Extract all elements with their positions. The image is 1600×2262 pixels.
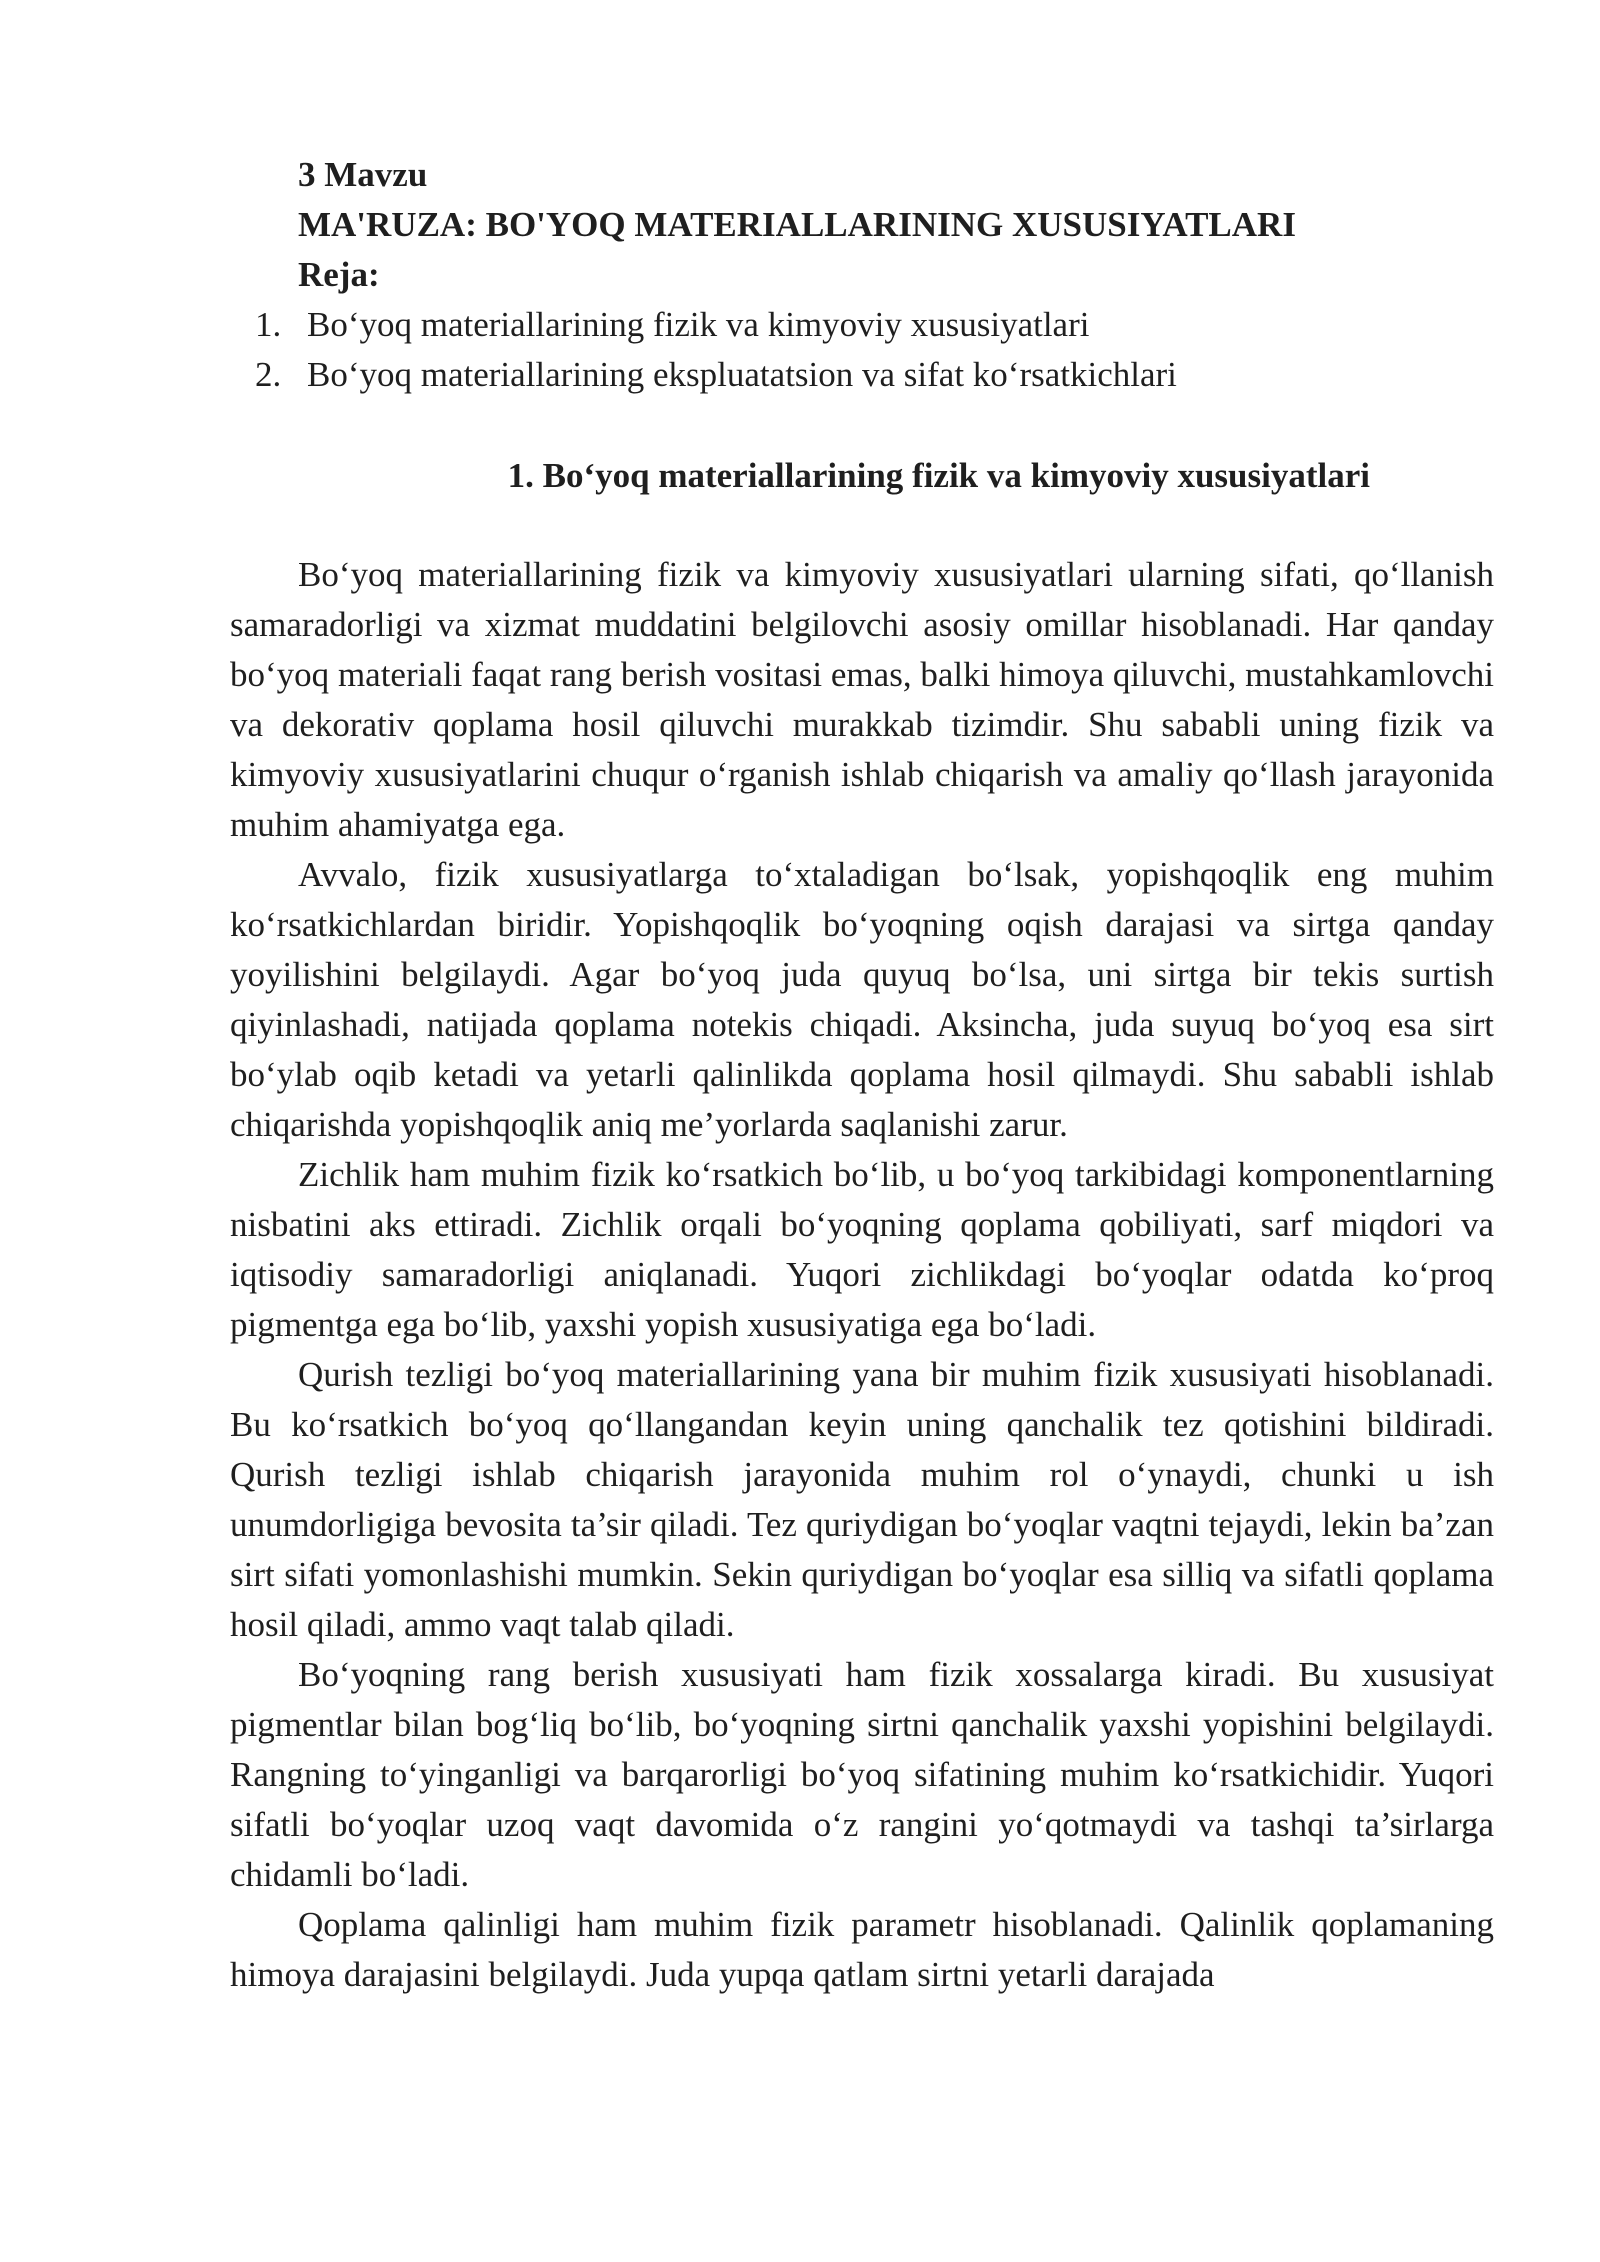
paragraph: Bo‘yoq materiallarining fizik va kimyoviy xususiyatlari ularning sifati, qo‘llanish samaradorligi va xizmat muddatini belgilovchi asosiy omillar hisoblanadi. Har qanday bo‘yoq materiali faqat rang berish vositasi emas, balki himoya qiluvchi, mustahkamlovchi va dekorativ qoplama hosil qiluvchi murakkab tizimdir. Shu sababli uning fizik va kimyoviy xususiyatlarini chuqur o‘rganish ishlab chiqarish va amaliy qo‘llash jarayonida muhim ahamiyatga ega. xyxy=(230,555,1494,844)
plan-list xyxy=(255,300,1505,400)
lecture-header xyxy=(298,150,1498,300)
paragraph: Qurish tezligi bo‘yoq materiallarining yana bir muhim fizik xususiyati hisoblanadi. Bu ko‘rsatkich bo‘yoq qo‘llangandan keyin uning qanchalik tez qotishini bildiradi. Qurish tezligi ishlab chiqarish jarayonida muhim rol o‘ynaydi, chunki u ish unumdorligiga bevosita ta’sir qiladi. Tez quriydigan bo‘yoqlar vaqtni tejaydi, lekin ba’zan sirt sifati yomonlashishi mumkin. Sekin quriydigan bo‘yoqlar esa silliq va sifatli qoplama hosil qiladi, ammo vaqt talab qiladi. xyxy=(230,1355,1494,1644)
plan-item-text: Bo‘yoq materiallarining ekspluatatsion va sifat ko‘rsatkichlari xyxy=(307,355,1177,394)
plan-item-text: Bo‘yoq materiallarining fizik va kimyoviy xususiyatlari xyxy=(307,305,1090,344)
plan-label: Reja: xyxy=(298,255,380,294)
paragraph: Zichlik ham muhim fizik ko‘rsatkich bo‘lib, u bo‘yoq tarkibidagi komponentlarning nisbatini aks ettiradi. Zichlik orqali bo‘yoqning qoplama qobiliyati, sarf miqdori va iqtisodiy samaradorligi aniqlanadi. Yuqori zichlikdagi bo‘yoqlar odatda ko‘proq pigmentga ega bo‘lib, yaxshi yopish xususiyatiga ega bo‘ladi. xyxy=(230,1155,1494,1344)
paragraph: Avvalo, fizik xususiyatlarga to‘xtaladigan bo‘lsak, yopishqoqlik eng muhim ko‘rsatkichlardan biridir. Yopishqoqlik bo‘yoqning oqish darajasi va sirtga qanday yoyilishini belgilaydi. Agar bo‘yoq juda quyuq bo‘lsa, uni sirtga bir tekis surtish qiyinlashadi, natijada qoplama notekis chiqadi. Aksincha, juda suyuq bo‘yoq esa sirt bo‘ylab oqib ketadi va yetarli qalinlikda qoplama hosil qilmaydi. Shu sababli ishlab chiqarishda yopishqoqlik aniq me’yorlarda saqlanishi zarur. xyxy=(230,855,1494,1144)
plan-item xyxy=(255,350,1505,400)
paragraph: Bo‘yoqning rang berish xususiyati ham fizik xossalarga kiradi. Bu xususiyat pigmentlar bilan bog‘liq bo‘lib, bo‘yoqning sirtni qanchalik yaxshi yopishini belgilaydi. Rangning to‘yinganligi va barqarorligi bo‘yoq sifatining muhim ko‘rsatkichidir. Yuqori sifatli bo‘yoqlar uzoq vaqt davomida o‘z rangini yo‘qotmaydi va tashqi ta’sirlarga chidamli bo‘ladi. xyxy=(230,1655,1494,1894)
topic-number: 3 Mavzu xyxy=(298,155,428,194)
plan-item xyxy=(255,300,1505,350)
paragraph: Qoplama qalinligi ham muhim fizik parametr hisoblanadi. Qalinlik qoplamaning himoya darajasini belgilaydi. Juda yupqa qatlam sirtni yetarli darajada xyxy=(230,1905,1494,1994)
plan-item-number: 1. xyxy=(255,305,282,344)
body-text xyxy=(230,550,1494,2000)
section-heading: 1. Bo‘yoq materiallarining fizik va kimyoviy xususiyatlari xyxy=(507,456,1370,495)
lecture-title: MA'RUZA: BO'YOQ MATERIALLARINING XUSUSIYATLARI xyxy=(298,205,1296,244)
plan-item-number: 2. xyxy=(255,355,282,394)
